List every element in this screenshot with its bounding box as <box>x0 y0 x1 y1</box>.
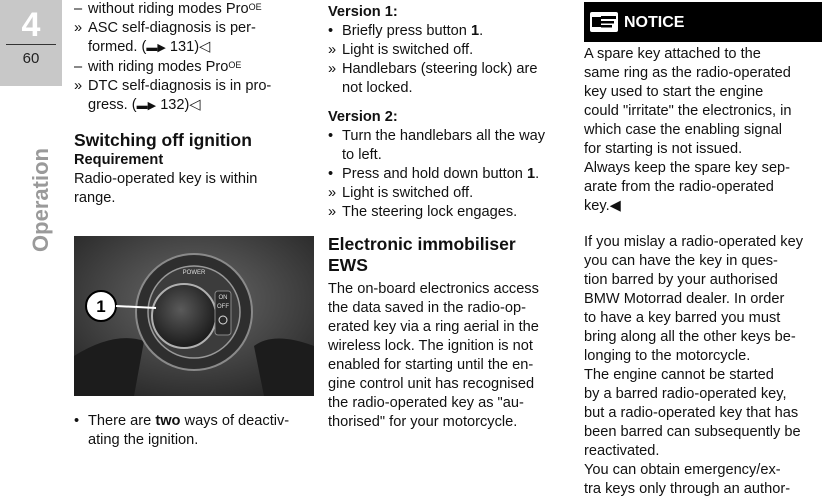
list-item-cont: gress. (▬▶ 132)◁ <box>88 97 201 113</box>
notice-line: arate from the radio-operated <box>584 179 774 195</box>
notice-line: key used to start the engine <box>584 84 764 100</box>
list-item: » The steering lock engages. <box>328 204 518 220</box>
paragraph-line: You can obtain emergency/ex- <box>584 462 781 478</box>
notice-line: A spare key attached to the <box>584 46 761 62</box>
section-label <box>26 140 56 260</box>
list-item-cont: not locked. <box>342 80 413 96</box>
ignition-switch-illustration <box>74 236 314 396</box>
requirement-heading: Requirement <box>74 152 164 168</box>
list-item: » DTC self-diagnosis is in pro- <box>74 78 272 94</box>
notice-line: for starting is not issued. <box>584 141 743 157</box>
paragraph-line: by a barred radio-operated key, <box>584 386 787 402</box>
tab-divider <box>6 44 56 45</box>
notice-line: Always keep the spare key sep- <box>584 160 791 176</box>
notice-banner <box>584 2 822 42</box>
list-item-cont: to left. <box>342 147 382 163</box>
chapter-tab <box>0 0 62 86</box>
paragraph-line: wireless lock. The ignition is not <box>328 338 533 354</box>
paragraph-line: the data saved in the radio-op- <box>328 300 526 316</box>
page-number: 60 <box>22 50 40 67</box>
ews-heading-line1: Electronic immobiliser <box>328 234 516 254</box>
list-item-cont: formed. (▬▶ 131)◁ <box>88 39 211 55</box>
on-label: ON <box>218 295 228 301</box>
ignition-photo <box>74 236 314 396</box>
paragraph: range. <box>74 190 116 206</box>
paragraph-line: longing to the motorcycle. <box>584 348 751 364</box>
list-item: – without riding modes Pro$^{OE}$ <box>74 1 262 17</box>
paragraph-line: tion barred by your authorised <box>584 272 778 288</box>
paragraph-line: enabled for starting until the en- <box>328 357 534 373</box>
column-left-bottom <box>74 412 318 450</box>
list-item-cont: ating the ignition. <box>88 432 199 448</box>
list-item: • Press and hold down button 1. <box>328 166 540 182</box>
chapter-number: 4 <box>21 6 41 44</box>
notice-title: NOTICE <box>624 14 685 31</box>
section-label-text: Operation <box>28 148 53 252</box>
paragraph-line: reactivated. <box>584 443 660 459</box>
paragraph-line: The on-board electronics access <box>328 281 539 297</box>
section-heading: Switching off ignition <box>74 130 252 150</box>
notice-line: which case the enabling signal <box>584 122 782 138</box>
back-arrow-icon: ◁ <box>189 97 201 113</box>
paragraph-line: gine control unit has recognised <box>328 376 535 392</box>
list-item: » Handlebars (steering lock) are <box>328 61 538 77</box>
list-item: » ASC self-diagnosis is per- <box>74 20 256 36</box>
notice-line: could "irritate" the electronics, in <box>584 103 792 119</box>
paragraph-line: you can have the key in ques- <box>584 253 778 269</box>
paragraph-line: the radio-operated key as "au- <box>328 395 524 411</box>
column-left <box>74 0 318 208</box>
version2-heading: Version 2: <box>328 109 398 125</box>
callout-number: 1 <box>96 297 106 316</box>
list-item: • Briefly press button 1. <box>328 23 484 39</box>
ews-heading-line2: EWS <box>328 255 368 275</box>
column-right <box>584 0 822 499</box>
paragraph-line: to have a key barred you must <box>584 310 781 326</box>
paragraph-line: thorised" for your motorcycle. <box>328 414 518 430</box>
paragraph-line: tra keys only through an author- <box>584 481 791 497</box>
paragraph: Radio-operated key is within <box>74 171 258 187</box>
off-label: OFF <box>217 304 229 310</box>
paragraph-line: BMW Motorrad dealer. In order <box>584 291 785 307</box>
notice-line: key.◀ <box>584 198 621 214</box>
notice-hand-icon <box>590 12 618 32</box>
arrow-ref-icon: ▬▶ <box>146 42 166 54</box>
back-arrow-icon: ◁ <box>199 39 211 55</box>
paragraph-line: If you mislay a radio-operated key <box>584 234 804 250</box>
list-item: » Light is switched off. <box>328 42 474 58</box>
paragraph-line: but a radio-operated key that has <box>584 405 799 421</box>
power-label: POWER <box>182 270 206 276</box>
notice-line: same ring as the radio-operated <box>584 65 791 81</box>
paragraph-line: The engine cannot be started <box>584 367 774 383</box>
list-item: – with riding modes Pro$^{OE}$ <box>74 59 242 75</box>
paragraph-line: bring along all the other keys be- <box>584 329 796 345</box>
column-middle <box>328 0 570 432</box>
list-item: • Turn the handlebars all the way <box>328 128 546 144</box>
version1-heading: Version 1: <box>328 4 398 20</box>
list-item: » Light is switched off. <box>328 185 474 201</box>
paragraph-line: erated key via a ring aerial in the <box>328 319 539 335</box>
arrow-ref-icon: ▬▶ <box>136 100 157 112</box>
paragraph-line: been barred can subsequently be <box>584 424 801 440</box>
list-item: • There are two ways of deactiv- <box>74 413 290 429</box>
